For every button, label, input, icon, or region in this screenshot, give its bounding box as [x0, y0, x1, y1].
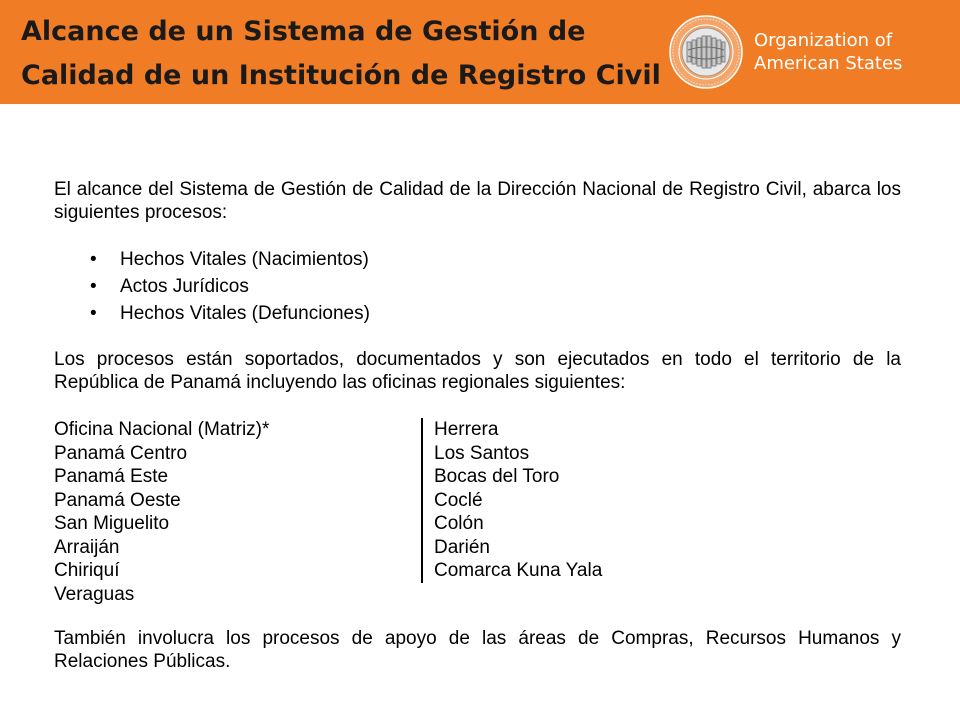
slide-title	[21, 10, 681, 98]
intro-paragraph: El alcance del Sistema de Gestión de Calidad de la Dirección Nacional de Registro Civil, abarca los siguientes procesos:	[54, 179, 901, 223]
closing-paragraph: También involucra los procesos de apoyo de las áreas de Compras, Recursos Humanos y Relaciones Públicas.	[54, 628, 901, 672]
offices-right-column	[434, 418, 602, 583]
process-label: Hechos Vitales (Nacimientos)	[120, 249, 369, 270]
org-name-line-1: Organization of	[754, 30, 893, 51]
office-item: Darién	[434, 536, 490, 558]
header-bar	[0, 0, 960, 104]
office-item: Coclé	[434, 489, 483, 511]
title-line-2: Calidad de un Institución de Registro Civil	[21, 60, 661, 91]
process-item	[90, 248, 901, 271]
support-paragraph: Los procesos están soportados, documentados y son ejecutados en todo el territorio de la República de Panamá incluyendo las oficinas regionales siguientes:	[54, 349, 901, 393]
column-divider	[421, 418, 423, 583]
bullet-icon: •	[90, 303, 97, 324]
organization-name	[754, 29, 902, 75]
process-label: Hechos Vitales (Defunciones)	[120, 303, 370, 324]
offices-left-column	[54, 418, 269, 606]
office-item: Los Santos	[434, 442, 530, 464]
office-item: Comarca Kuna Yala	[434, 560, 603, 581]
organization-logo	[668, 12, 902, 92]
process-list	[54, 248, 901, 325]
bullet-icon: •	[90, 276, 97, 297]
bullet-icon: •	[90, 249, 97, 270]
org-name-line-2: American States	[754, 53, 903, 74]
oas-seal-icon	[668, 14, 744, 90]
regional-offices	[54, 418, 901, 605]
office-item: Panamá Oeste	[54, 489, 181, 511]
office-item: Herrera	[434, 419, 499, 440]
office-item: Oficina Nacional (Matriz)*	[54, 419, 270, 440]
process-item	[90, 302, 901, 325]
office-item: Panamá Este	[54, 466, 169, 487]
process-item	[90, 275, 901, 298]
office-item: Colón	[434, 513, 484, 534]
office-item: San Miguelito	[54, 513, 170, 534]
slide-body	[54, 178, 901, 673]
office-item: Panamá Centro	[54, 442, 188, 464]
office-item: Chiriquí	[54, 560, 120, 581]
office-item: Veraguas	[54, 583, 135, 605]
process-label: Actos Jurídicos	[120, 276, 249, 297]
office-item: Arraiján	[54, 536, 120, 558]
office-item: Bocas del Toro	[434, 466, 560, 487]
title-line-1: Alcance de un Sistema de Gestión de	[21, 16, 586, 47]
